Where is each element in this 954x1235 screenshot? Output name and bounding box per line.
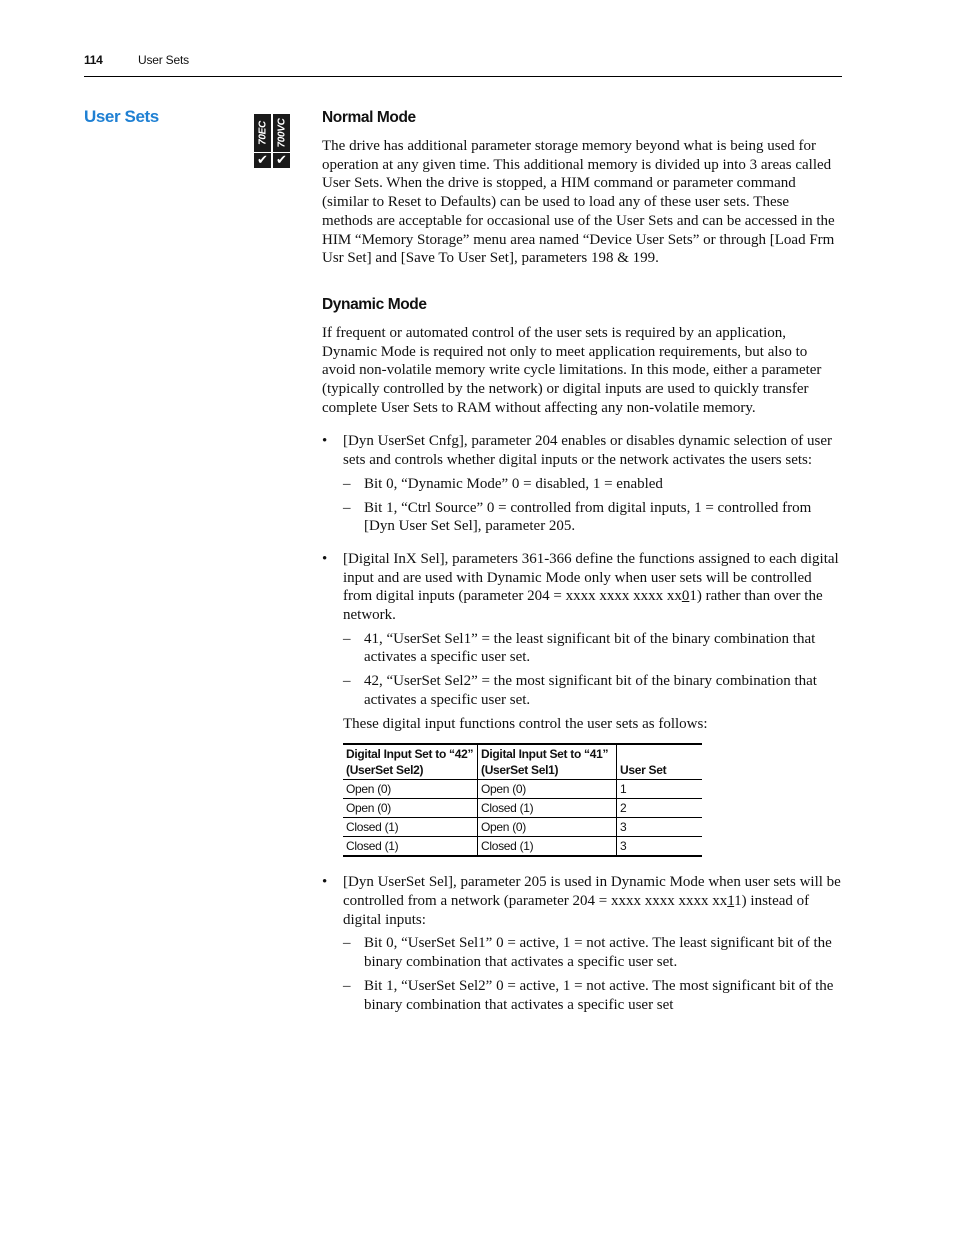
column-header: Digital Input Set to “42” (UserSet Sel2) [343,744,478,780]
table-intro: These digital input functions control the user sets as follows: [343,715,708,732]
bullet-text: [Dyn UserSet Sel], parameter 205 is used in Dynamic Mode when user sets will be controlled from a network (parameter 204 = xxxx xxxx xxxx xx11) instead of digital inputs: [343,874,841,928]
page-number: 114 [84,53,103,67]
bullet-text: [Digital InX Sel], parameters 361-366 define the functions assigned to each digital input and are used with Dynamic Mode only when user sets will be controlled from digital inputs (parameter 204 = xxxx xxxx xxxx xx01) rather than over the network. [343,550,839,624]
sub-item: – Bit 1, “UserSet Sel2” 0 = active, 1 = not active. The most significant bit of the binary combination that activates a specific user set [343,977,842,1014]
table-cell: 1 [617,780,703,799]
table-cell: Closed (1) [478,799,617,818]
page-header [84,52,842,77]
table-cell: Closed (1) [478,837,617,857]
table-row [343,818,702,837]
column-header: User Set [617,744,703,780]
section-title: User Sets [84,107,159,126]
sub-item: – 42, “UserSet Sel2” = the most significant bit of the binary combination that activates a specific user set. [343,672,842,709]
bullet-text: [Dyn UserSet Cnfg], parameter 204 enables or disables dynamic selection of user sets and controls whether digital inputs or the network activates the users sets: [343,433,833,469]
bullet-digital-inx-sel [322,550,842,857]
table-cell: 3 [617,837,703,857]
badge-70ec [254,114,271,168]
sub-list [343,475,842,536]
badge-label: 70EC [257,121,268,145]
sub-list [343,630,842,710]
table-cell: Open (0) [478,818,617,837]
table-header-row [343,744,702,780]
table-cell: 2 [617,799,703,818]
sub-item: – Bit 0, “Dynamic Mode” 0 = disabled, 1 = enabled [343,475,842,494]
table-cell: Open (0) [478,780,617,799]
sub-item: – Bit 0, “UserSet Sel1” 0 = active, 1 = not active. The least significant bit of the binary combination that activates a specific user set. [343,934,842,971]
table-cell: Closed (1) [343,837,478,857]
dynamic-mode-bullets [322,432,842,1014]
sub-list [343,934,842,1014]
table-cell: Open (0) [343,799,478,818]
sub-item: – Bit 1, “Ctrl Source” 0 = controlled from digital inputs, 1 = controlled from [Dyn User Set Sel], parameter 205. [343,499,842,536]
table-cell: 3 [617,818,703,837]
user-set-table [343,743,702,857]
column-header: Digital Input Set to “41” (UserSet Sel1) [478,744,617,780]
table-cell: Closed (1) [343,818,478,837]
checkmark-icon: ✔ [273,152,290,168]
drive-applicability-badges [254,114,290,168]
table-row [343,799,702,818]
normal-mode-heading: Normal Mode [322,109,416,126]
bullet-dyn-userset-sel [322,873,842,1014]
sub-item: – 41, “UserSet Sel1” = the least significant bit of the binary combination that activates a specific user set. [343,630,842,667]
checkmark-icon: ✔ [254,152,271,168]
table-row [343,780,702,799]
badge-700vc [273,114,290,168]
dynamic-mode-heading: Dynamic Mode [322,295,427,313]
table-row [343,837,702,857]
running-title: User Sets [138,53,189,67]
dynamic-mode-intro: If frequent or automated control of the user sets is required by an application, Dynamic Mode is required not only to meet application requirements, but also to avoid non-volatile memory write cycle limitations. In this mode, either a parameter (typically controlled by the network) or digital inputs are used to quickly transfer complete User Sets to RAM without affecting any non-volatile memory. [322,324,822,416]
table-cell: Open (0) [343,780,478,799]
normal-mode-paragraph: The drive has additional parameter storage memory beyond what is being used for operation at any given time. This additional memory is divided up into 3 areas called User Sets. When the drive is stopped, a HIM command or parameter command (similar to Reset to Defaults) can be used to load any of these user sets. These methods are acceptable for occasional use of the User Sets and can be accessed in the HIM “Memory Storage” menu area named “Device User Sets” or through [Load Frm Usr Set] and [Save To User Set], parameters 198 & 199. [322,138,835,267]
badge-label: 700VC [276,118,287,148]
bullet-dyn-userset-cnfg [322,432,842,536]
main-content [322,107,842,1019]
